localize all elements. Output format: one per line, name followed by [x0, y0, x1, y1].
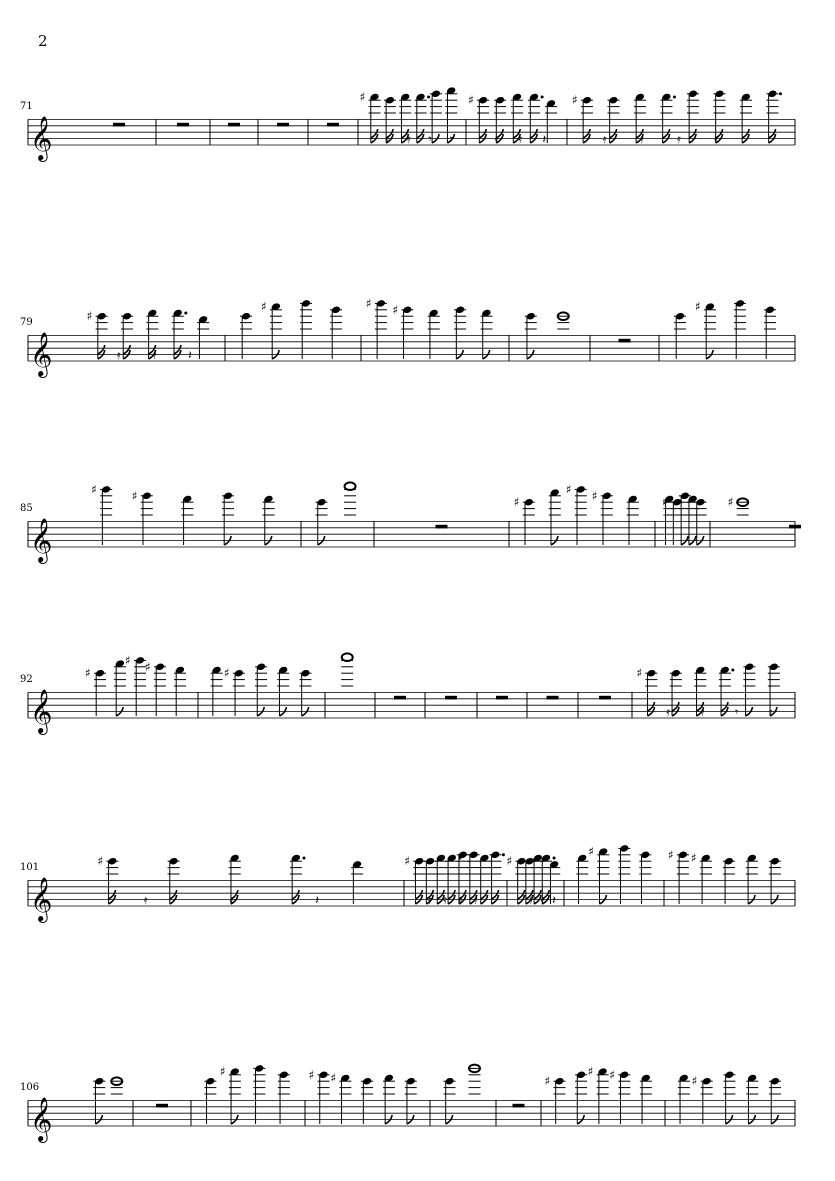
- measure: [113, 123, 125, 127]
- treble-clef-icon: 𝄞: [30, 1097, 53, 1141]
- measure: [240, 299, 342, 359]
- measure-number: 101: [20, 862, 40, 873]
- measure: [619, 339, 631, 343]
- whole-rest: [445, 696, 457, 700]
- staff-system: [20, 1064, 795, 1143]
- rest-icon: 𝄿: [529, 893, 533, 907]
- sharp-icon: ♯: [97, 854, 104, 869]
- rest-icon: 𝄿: [143, 893, 148, 907]
- measure: [636, 662, 780, 719]
- sharp-icon: ♯: [145, 659, 151, 674]
- sharp-icon: ♯: [308, 1067, 315, 1082]
- measure-number: 71: [20, 101, 33, 112]
- rest-icon: 𝄾: [449, 132, 454, 146]
- rest-icon: 𝄿: [473, 893, 478, 907]
- sharp-icon: ♯: [565, 482, 572, 497]
- measure: [599, 696, 611, 700]
- augmentation-dot: [779, 92, 782, 95]
- whole-rest: [513, 1104, 525, 1108]
- sharp-icon: ♯: [690, 851, 697, 865]
- treble-clef-icon: 𝄞: [30, 689, 53, 733]
- sharp-icon: ♯: [691, 1074, 698, 1089]
- rest-icon: 𝄿: [385, 132, 390, 146]
- measure: [204, 1064, 290, 1124]
- rest-icon: 𝄿: [494, 132, 499, 146]
- measure: [445, 696, 457, 700]
- sharp-icon: ♯: [544, 1074, 551, 1089]
- sharp-icon: ♯: [86, 309, 93, 324]
- whole-rest: [156, 1104, 168, 1108]
- measure: [572, 89, 782, 146]
- whole-rest: [394, 696, 406, 700]
- rest-icon: 𝄿: [700, 705, 705, 719]
- whole-note: [342, 653, 353, 661]
- whole-rest: [496, 696, 508, 700]
- rest-icon: 𝄾: [428, 132, 432, 146]
- rest-icon: 𝄿: [602, 132, 607, 146]
- whole-rest: [327, 123, 339, 127]
- measure-number: 92: [20, 674, 33, 685]
- sharp-icon: ♯: [404, 854, 411, 869]
- rest-icon: 𝄿: [540, 893, 545, 907]
- measure: [91, 482, 274, 545]
- sharp-icon: ♯: [219, 1064, 226, 1079]
- measure: [728, 495, 749, 515]
- rest-icon: 𝄿: [458, 893, 463, 907]
- sharp-icon: ♯: [667, 847, 674, 862]
- augmentation-dot: [427, 96, 430, 99]
- rest-icon: 𝄿: [518, 132, 523, 146]
- page-number: 2: [38, 32, 48, 50]
- staff-system: [20, 296, 795, 378]
- rest-icon: 𝄿: [714, 132, 718, 146]
- sharp-icon: ♯: [609, 1067, 616, 1082]
- rest-icon: 𝄿: [639, 132, 644, 146]
- whole-rest: [436, 525, 448, 529]
- rest-icon: 𝄿: [406, 132, 411, 146]
- rest-icon: 𝄽: [188, 348, 192, 362]
- sharp-icon: ♯: [591, 488, 598, 503]
- sharp-icon: ♯: [392, 302, 399, 317]
- rest-icon: 𝄽: [542, 132, 547, 146]
- rest-icon: 𝄽: [552, 893, 556, 907]
- augmentation-dot: [553, 857, 556, 860]
- sharp-icon: ♯: [695, 299, 701, 314]
- rest-icon: 𝄿: [152, 348, 157, 362]
- treble-clef-icon: 𝄞: [30, 518, 53, 562]
- measure: [366, 296, 493, 359]
- sharp-icon: ♯: [587, 1064, 594, 1079]
- measure: [177, 123, 189, 127]
- sharp-icon: ♯: [365, 296, 372, 311]
- augmentation-dot: [541, 96, 544, 99]
- sharp-icon: ♯: [85, 666, 91, 681]
- sharp-icon: ♯: [330, 1071, 337, 1085]
- rest-icon: 𝄿: [666, 705, 671, 719]
- sharp-icon: ♯: [261, 299, 267, 314]
- measure-number: 106: [20, 1082, 40, 1093]
- measure: [513, 1104, 525, 1108]
- measure: [514, 482, 639, 545]
- staff-system: [20, 86, 795, 162]
- measure: [360, 86, 458, 146]
- sharp-icon: ♯: [125, 653, 131, 668]
- rest-icon: 𝄾: [769, 705, 773, 719]
- sharp-icon: ♯: [636, 666, 643, 681]
- measure: [211, 662, 312, 716]
- whole-rest: [619, 339, 631, 343]
- measure: [277, 123, 289, 127]
- augmentation-dot: [302, 857, 305, 860]
- augmentation-dot: [184, 312, 187, 315]
- staff-system: [20, 844, 795, 923]
- measure: [547, 696, 559, 700]
- measure: [444, 1065, 481, 1124]
- staff-system: [20, 653, 795, 735]
- rest-icon: 𝄿: [229, 893, 234, 907]
- rest-icon: 𝄿: [443, 893, 448, 907]
- augmentation-dot: [731, 669, 734, 672]
- whole-rest: [547, 696, 559, 700]
- measure: [309, 1068, 417, 1124]
- sharp-icon: ♯: [727, 495, 734, 510]
- rest-icon: 𝄿: [117, 348, 121, 362]
- whole-rest: [228, 123, 240, 127]
- augmentation-dot: [502, 853, 505, 856]
- staff-system: [20, 482, 801, 564]
- measure: [156, 1104, 168, 1108]
- measure: [668, 848, 781, 904]
- rest-icon: 𝄿: [677, 132, 681, 146]
- sharp-icon: ♯: [223, 666, 230, 681]
- treble-clef-icon: 𝄞: [30, 332, 53, 376]
- sharp-icon: ♯: [588, 844, 595, 859]
- sharp-icon: ♯: [359, 90, 366, 104]
- measure: [394, 696, 406, 700]
- measure: [404, 850, 505, 907]
- measure: [228, 123, 240, 127]
- measure: [674, 299, 776, 359]
- whole-rest: [113, 123, 125, 127]
- sharp-icon: ♯: [571, 93, 578, 108]
- rest-icon: 𝄾: [734, 705, 739, 719]
- whole-note: [345, 482, 356, 490]
- rest-icon: 𝄽: [315, 893, 319, 907]
- measure: [341, 653, 353, 686]
- measure: [496, 696, 508, 700]
- augmentation-dot: [673, 96, 676, 99]
- rest-icon: 𝄿: [428, 893, 432, 907]
- measure: [327, 123, 339, 127]
- measure: [662, 491, 706, 545]
- sharp-icon: ♯: [662, 495, 668, 510]
- measure: [678, 1070, 781, 1124]
- sharp-icon: ♯: [513, 495, 520, 510]
- sharp-icon: ♯: [131, 488, 138, 503]
- measure: [576, 844, 651, 904]
- treble-clef-icon: 𝄞: [30, 877, 53, 921]
- sharp-icon: ♯: [468, 93, 474, 108]
- whole-rest: [277, 123, 289, 127]
- measure: [85, 653, 186, 716]
- measure: [544, 1065, 651, 1124]
- measure: [436, 525, 448, 529]
- treble-clef-icon: 𝄞: [30, 116, 53, 160]
- whole-rest: [599, 696, 611, 700]
- sharp-icon: ♯: [506, 854, 513, 869]
- measure-number: 85: [20, 503, 33, 514]
- whole-rest: [177, 123, 189, 127]
- sharp-icon: ♯: [91, 482, 97, 497]
- measure-number: 79: [20, 317, 33, 328]
- measure: [316, 482, 357, 545]
